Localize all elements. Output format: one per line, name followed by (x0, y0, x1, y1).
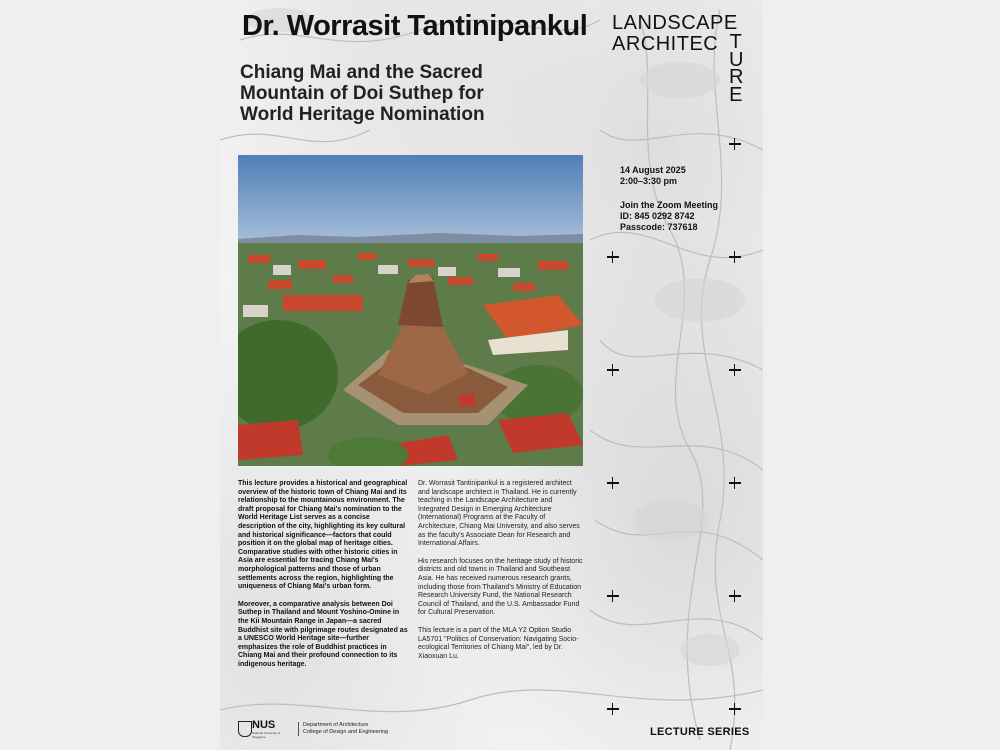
abstract-paragraph: Moreover, a comparative analysis between Doi Suthep in Thailand and Mount Yoshino-Omine in the Kii Mountain Range in Japan—a sacred Buddhist site with pilgrimage routes designated as a UNESCO World Heritage site—further emphasizes the role of Buddhist practices in Chiang Mai and their profound connection to its indigenous heritage. (238, 600, 408, 668)
crosshair-mark (607, 364, 619, 376)
lecture-title: Chiang Mai and the Sacred Mountain of Doi Suthep for World Heritage Nomination (240, 62, 485, 125)
event-date: 14 August 2025 (620, 165, 686, 175)
wordmark-vertical (729, 31, 744, 106)
crosshair-mark (607, 251, 619, 263)
zoom-meeting-id: ID: 845 0292 8742 (620, 211, 695, 221)
crosshair-mark (729, 364, 741, 376)
nus-wordmark: NUS (252, 719, 276, 731)
event-time: 2:00–3:30 pm (620, 176, 678, 186)
zoom-details (620, 200, 718, 233)
wordmark-letter: E (729, 83, 743, 106)
nus-crest-icon (238, 721, 252, 737)
wordmark-letter: U (729, 48, 744, 71)
department-name (298, 722, 388, 736)
abstract-paragraph: This lecture provides a historical and geographical overview of the historic town of Chiang Mai and its relationship to the mountainous environment. The draft proposal for Chiang Mai's nomination to the World Heritage List serves as a concise description of the city, highlighting its key cultural and historical significance—factors that could position it on the global map of heritage cities. Comparative studies with other historic cities in Asia are essential for tracing Chiang Mai's morphological patterns and those of urban settlements across the region, highlighting the uniqueness of Chiang Mai's urban form. (238, 480, 408, 591)
bio-paragraph: His research focuses on the heritage study of historic districts and old towns in Thailand and Southeast Asia. He has received numerous research grants, including those from Thailand's Ministry of Education Research University Fund, the National Research Council of Thailand, and the U.S. Ambassador Fund for Cultural Preservation. (418, 557, 583, 617)
lecture-poster (220, 0, 763, 750)
crosshair-mark (729, 251, 741, 263)
crosshair-mark (607, 590, 619, 602)
lecture-abstract (238, 480, 408, 678)
temple-aerial-photo (238, 155, 583, 466)
wordmark-line-1: LANDSCAPE (612, 12, 738, 34)
event-datetime (620, 165, 686, 187)
crosshair-mark (729, 477, 741, 489)
crosshair-mark (607, 477, 619, 489)
college-line: College of Design and Engineering (303, 729, 389, 735)
department-line: Department of Architecture (303, 722, 369, 728)
speaker-name: Dr. Worrasit Tantinipankul (242, 10, 588, 42)
lecture-series-label: LECTURE SERIES (650, 726, 750, 738)
crosshair-mark (729, 590, 741, 602)
nus-subtext: National University of Singapore (252, 731, 281, 739)
crosshair-mark (607, 703, 619, 715)
crosshair-mark (729, 138, 741, 150)
landscape-architecture-wordmark (612, 12, 744, 106)
wordmark-letter: R (729, 66, 744, 88)
zoom-label: Join the Zoom Meeting (620, 200, 718, 210)
speaker-bio (418, 480, 584, 670)
zoom-passcode: Passcode: 737618 (620, 222, 698, 232)
crosshair-mark (729, 703, 741, 715)
wordmark-letter: T (729, 31, 743, 53)
bio-paragraph: This lecture is a part of the MLA Y2 Option Studio LA5701 "Politics of Conservation: Navigating Socio-ecological Territories of Chiang Mai", led by Dr. Xiaoxuan Lu. (418, 626, 579, 660)
wordmark-line-2: ARCHITEC (612, 33, 719, 55)
bio-paragraph: Dr. Worrasit Tantinipankul is a registered architect and landscape architect in Thailand. He is currently teaching in the Landscape Architecture and Integrated Design in Emerging Architecture (International) Programs at the Faculty of Architecture, Chiang Mai University, and also serves as the faculty's Associate Dean for Research and International Affairs. (418, 480, 580, 548)
